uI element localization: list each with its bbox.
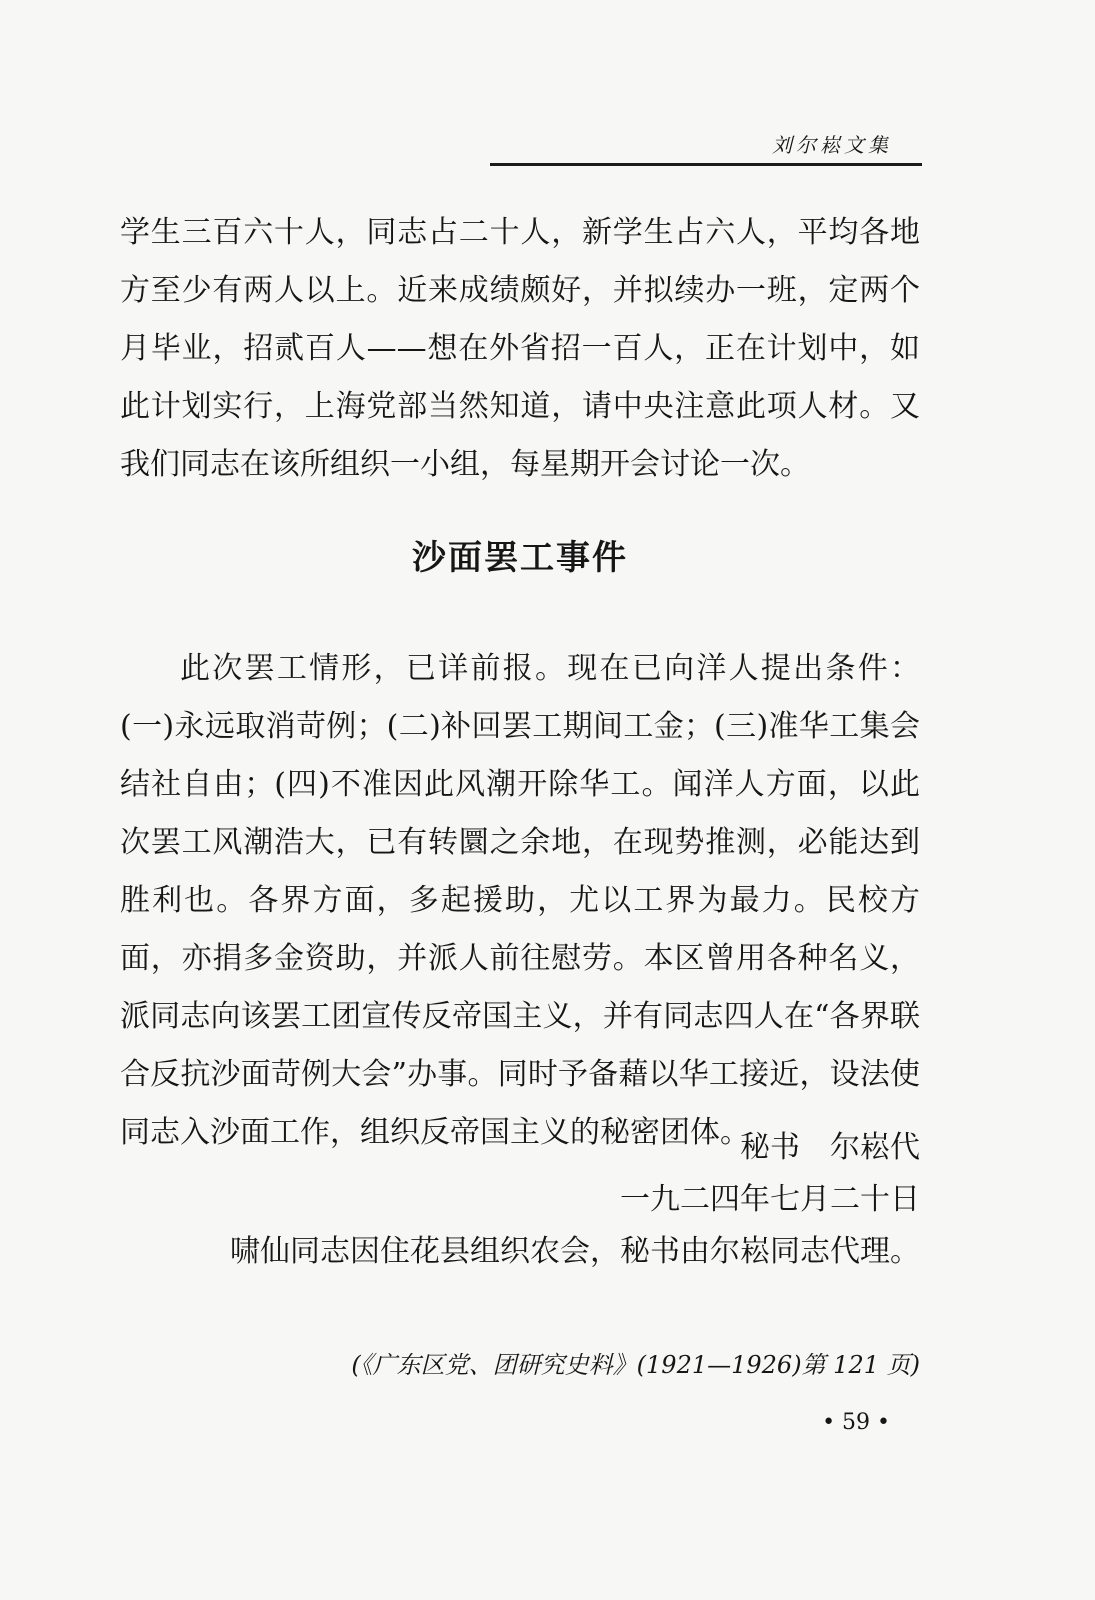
signature-date: 一九二四年七月二十日 <box>620 1182 920 1217</box>
signature-note: 啸仙同志因住花县组织农会，秘书由尔崧同志代理。 <box>230 1234 920 1269</box>
page-number: • 59 • <box>822 1410 890 1435</box>
signature-secretary: 秘书 尔崧代 <box>740 1130 920 1165</box>
continued-paragraph: 学生三百六十人，同志占二十人，新学生占六人，平均各地方至少有两人以上。近来成绩颇好，并拟续办一班，定两个月毕业，招贰百人——想在外省招一百人，正在计划中，如此计划实行，上海党部当然知道，请中央注意此项人材。又我们同志在该所组织一小组，每星期开会讨论一次。 <box>120 215 920 482</box>
section-body-paragraph: 此次罢工情形，已详前报。现在已向洋人提出条件：(一)永远取消苛例；(二)补回罢工期间工金；(三)准华工集会结社自由；(四)不准因此风潮开除华工。闻洋人方面，以此次罢工风潮浩大，已有转圜之余地，在现势推测，必能达到胜利也。各界方面，多起援助，尤以工界为最力。民校方面，亦捐多金资助，并派人前往慰劳。本区曾用各种名义，派同志向该罢工团宣传反帝国主义，并有同志四人在“各界联合反抗沙面苛例大会”办事。同时予备藉以华工接近，设法使同志入沙面工作，组织反帝国主义的秘密团体。 <box>120 651 920 1150</box>
running-header <box>490 123 922 166</box>
section-title: 沙面罢工事件 <box>412 538 628 578</box>
source-citation: (《广东区党、团研究史料》(1921—1926)第 121 页) <box>351 1351 920 1379</box>
running-title: 刘尔崧文集 <box>772 133 892 157</box>
